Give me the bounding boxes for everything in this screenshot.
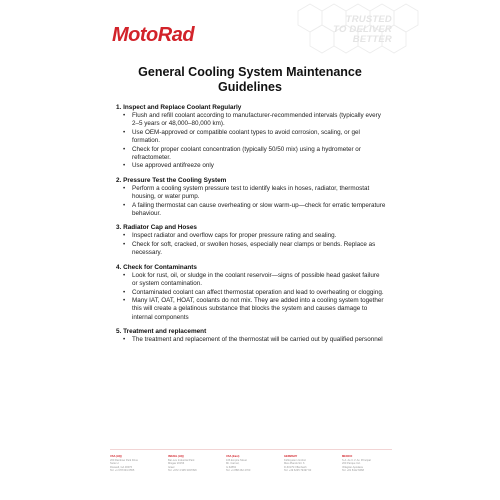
office-israel-hq <box>168 455 216 473</box>
brand-tagline <box>316 15 392 45</box>
tagline-line: TO DELIVER <box>333 24 392 35</box>
list-item: • The treatment and replacement of the thermostat will be carried out by qualified personnel <box>116 336 386 344</box>
office-line: Suite H <box>110 462 119 466</box>
list-item: • Inspect radiator and overflow caps for proper pressure rating and sealing. <box>116 232 386 240</box>
office-line: Israel <box>168 465 175 469</box>
bullet-list <box>116 185 386 219</box>
office-line: S.A. de C.V. Av. Principal <box>342 458 371 462</box>
tagline-line: BETTER <box>352 34 392 45</box>
section-radiator-cap <box>116 224 386 257</box>
list-item: • Look for rust, oil, or sludge in the coolant reservoir—signs of possible head gasket failure or system contamination. <box>116 272 386 289</box>
title-line: Guidelines <box>218 80 282 94</box>
guidelines-content <box>116 104 386 351</box>
office-country: USA (HQ) <box>110 455 122 458</box>
office-country: USA (East) <box>226 455 240 458</box>
motorad-logo: MotoRad <box>112 24 195 46</box>
page-title <box>100 65 400 95</box>
office-line: Max-Planck-Str. 6 <box>284 462 305 466</box>
page-footer <box>110 449 392 489</box>
section-contaminants <box>116 264 386 322</box>
list-item: • Flush and refill coolant according to manufacturer-recommended intervals (typically every 2–5 years or 48,000–80,000 km). <box>116 112 386 129</box>
bullet-list <box>116 232 386 257</box>
list-item: • Perform a cooling system pressure test to identify leaks in hoses, radiator, thermostat housing, or water pump. <box>116 185 386 202</box>
section-heading: 1. Inspect and Replace Coolant Regularly <box>116 104 242 111</box>
list-item: • Check for proper coolant concentration (typically 50/50 mix) using a hydrometer or refractometer. <box>116 146 386 163</box>
office-line: 200 Parque Ind. <box>342 462 361 466</box>
section-pressure-test <box>116 177 386 219</box>
office-country: ISRAEL (HQ) <box>168 455 184 458</box>
office-line: Roswell, GA 30076 <box>110 465 133 469</box>
office-line: 200 Rainbow Park Drive <box>110 458 138 462</box>
section-heading: 3. Radiator Cap and Hoses <box>116 224 197 232</box>
office-germany <box>284 455 332 473</box>
office-line: Misgav 20156 <box>168 462 185 466</box>
office-line: Tel: +1 678 691 0555 <box>110 469 135 473</box>
office-line: Tel: +49 6235 79497 60 <box>284 469 312 473</box>
office-line: Kühlsystem GmbH <box>284 458 306 462</box>
office-line: 166 Empire Street <box>226 458 247 462</box>
list-item: • Many IAT, OAT, HOAT, coolants do not mix. They are added into a cooling system together this will create a gelatinous substance that blocks the system and causes damage to internal components <box>116 297 386 322</box>
office-line: Villagrán Apodaca <box>342 465 363 469</box>
tagline-line: TRUSTED <box>345 14 392 25</box>
office-line: D-63179 Offenbach <box>284 465 307 469</box>
section-heading: 5. Treatment and replacement <box>116 328 207 336</box>
office-usa-hq <box>110 455 158 473</box>
bullet-list <box>116 272 386 322</box>
section-inspect-coolant <box>116 104 386 171</box>
list-item: • A failing thermostat can cause overheating or slow warm-up—check for erratic temperature behaviour. <box>116 202 386 219</box>
footer-divider <box>110 449 392 450</box>
office-line: IL 62863 <box>226 465 236 469</box>
office-line: Tel: +81 8112 6668 <box>342 469 364 473</box>
office-usa-east <box>226 455 274 473</box>
list-item: • Check for soft, cracked, or swollen hoses, especially near clamps or bends. Replace as necessary. <box>116 241 386 258</box>
section-heading: 4. Check for Contaminants <box>116 263 197 271</box>
title-line: General Cooling System Maintenance <box>138 65 362 79</box>
office-line: Tel: +972 4 995 3037/8/9 <box>168 469 197 473</box>
list-item: • Use approved antifreeze only <box>116 162 386 170</box>
section-treatment <box>116 328 386 344</box>
list-item: • Use OEM-approved or compatible coolant types to avoid corrosion, scaling, or gel formation. <box>116 129 386 146</box>
bullet-list <box>116 336 386 344</box>
list-item: • Contaminated coolant can affect thermostat operation and lead to overheating or clogging. <box>116 289 386 297</box>
office-line: Tel: +1 888 262 4700 <box>226 469 251 473</box>
page-header <box>0 0 500 58</box>
section-heading: 2. Pressure Test the Cooling System <box>116 176 227 184</box>
office-mexico <box>342 455 390 473</box>
office-country: GERMANY <box>284 455 298 458</box>
office-country: MEXICO <box>342 455 353 458</box>
office-line: Mt. Carmel, <box>226 462 240 466</box>
bullet-list <box>116 112 386 171</box>
office-line: Bar-Lev Industrial Park <box>168 458 195 462</box>
